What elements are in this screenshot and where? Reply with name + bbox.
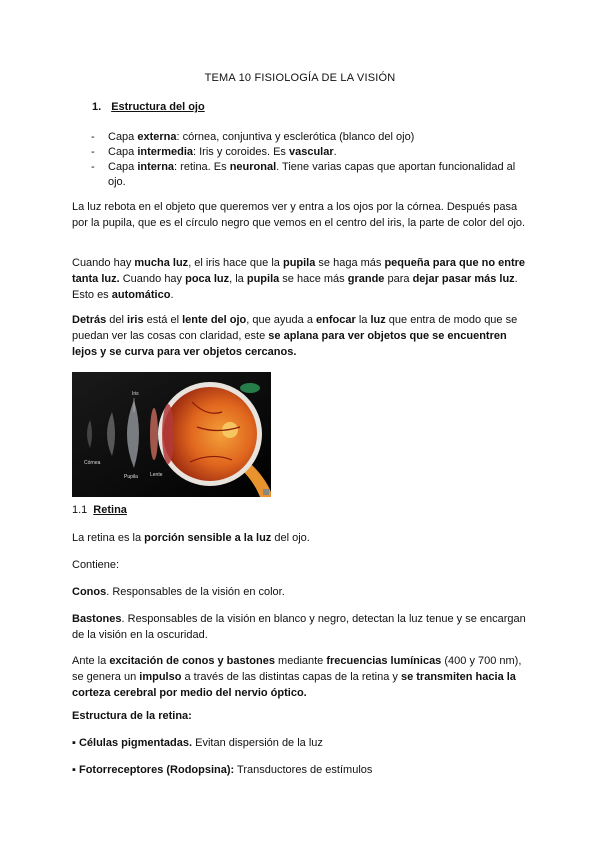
section-heading-retina (72, 504, 127, 516)
label-iris: Iris (132, 391, 139, 397)
iris-shape (150, 408, 158, 460)
lens-shape (162, 404, 174, 464)
paragraph-pupil: Cuando hay mucha luz, el iris hace que la pupila se haga más pequeña para que no entre tanta luz. Cuando hay poca luz, la pupila se hace más grande para dejar pasar más luz. Esto es automático. (72, 257, 526, 301)
retina-shape (163, 387, 257, 481)
section-number: 1.1 (72, 504, 88, 516)
section-heading-estructura (92, 101, 205, 113)
section-number: 1. (92, 101, 102, 113)
page-title: TEMA 10 FISIOLOGÍA DE LA VISIÓN (204, 72, 396, 84)
paragraph-light: La luz rebota en el objeto que queremos ver y entra a los ojos por la córnea. Después pasa por la pupila, que es el círculo negro que vemos en el centro del iris, la parte de color del ojo. (72, 201, 526, 229)
bullet-fotorreceptores: ▪ Fotorreceptores (Rodopsina): Transductores de estímulos (72, 764, 373, 776)
label-cornea: Córnea (84, 460, 101, 466)
paragraph-conos: Conos. Responsables de la visión en color. (72, 586, 285, 598)
heading-estructura-retina: Estructura de la retina: (72, 710, 192, 722)
list-item: - Capa externa: córnea, conjuntiva y esclerótica (blanco del ojo) (91, 131, 415, 143)
section-title: Estructura del ojo (111, 101, 205, 113)
list-item: - Capa intermedia: Iris y coroides. Es vascular. (91, 146, 337, 158)
bullet-celulas: ▪ Células pigmentadas. Evitan dispersión de la luz (72, 737, 323, 749)
eye-diagram-image (72, 372, 271, 497)
label-lente: Lente (150, 472, 163, 478)
label-pupila: Pupila (124, 474, 138, 480)
eye-illustration (72, 372, 271, 497)
paragraph-lens: Detrás del iris está el lente del ojo, que ayuda a enfocar la luz que entra de modo que se puedan ver las cosas con claridad, este se aplana para ver objetos que se encuentren lejos y se curva para ver objetos cercanos. (72, 314, 518, 358)
paragraph-retina-intro: La retina es la porción sensible a la luz del ojo. (72, 532, 310, 544)
paragraph-contiene: Contiene: (72, 559, 120, 571)
paragraph-excitacion: Ante la excitación de conos y bastones mediante frecuencias lumínicas (400 y 700 nm), se genera un impulso a través de las distintas capas de la retina y se transmiten hacia la corteza cerebral por medio del nervio óptico. (72, 655, 522, 699)
paragraph-bastones: Bastones. Responsables de la visión en blanco y negro, detectan la luz tenue y se encargan de la visión en la oscuridad. (72, 613, 526, 641)
section-title: Retina (93, 504, 127, 516)
list-item: - Capa interna: retina. Es neuronal. Tiene varias capas que aportan funcionalidad al ojo. (91, 161, 516, 188)
